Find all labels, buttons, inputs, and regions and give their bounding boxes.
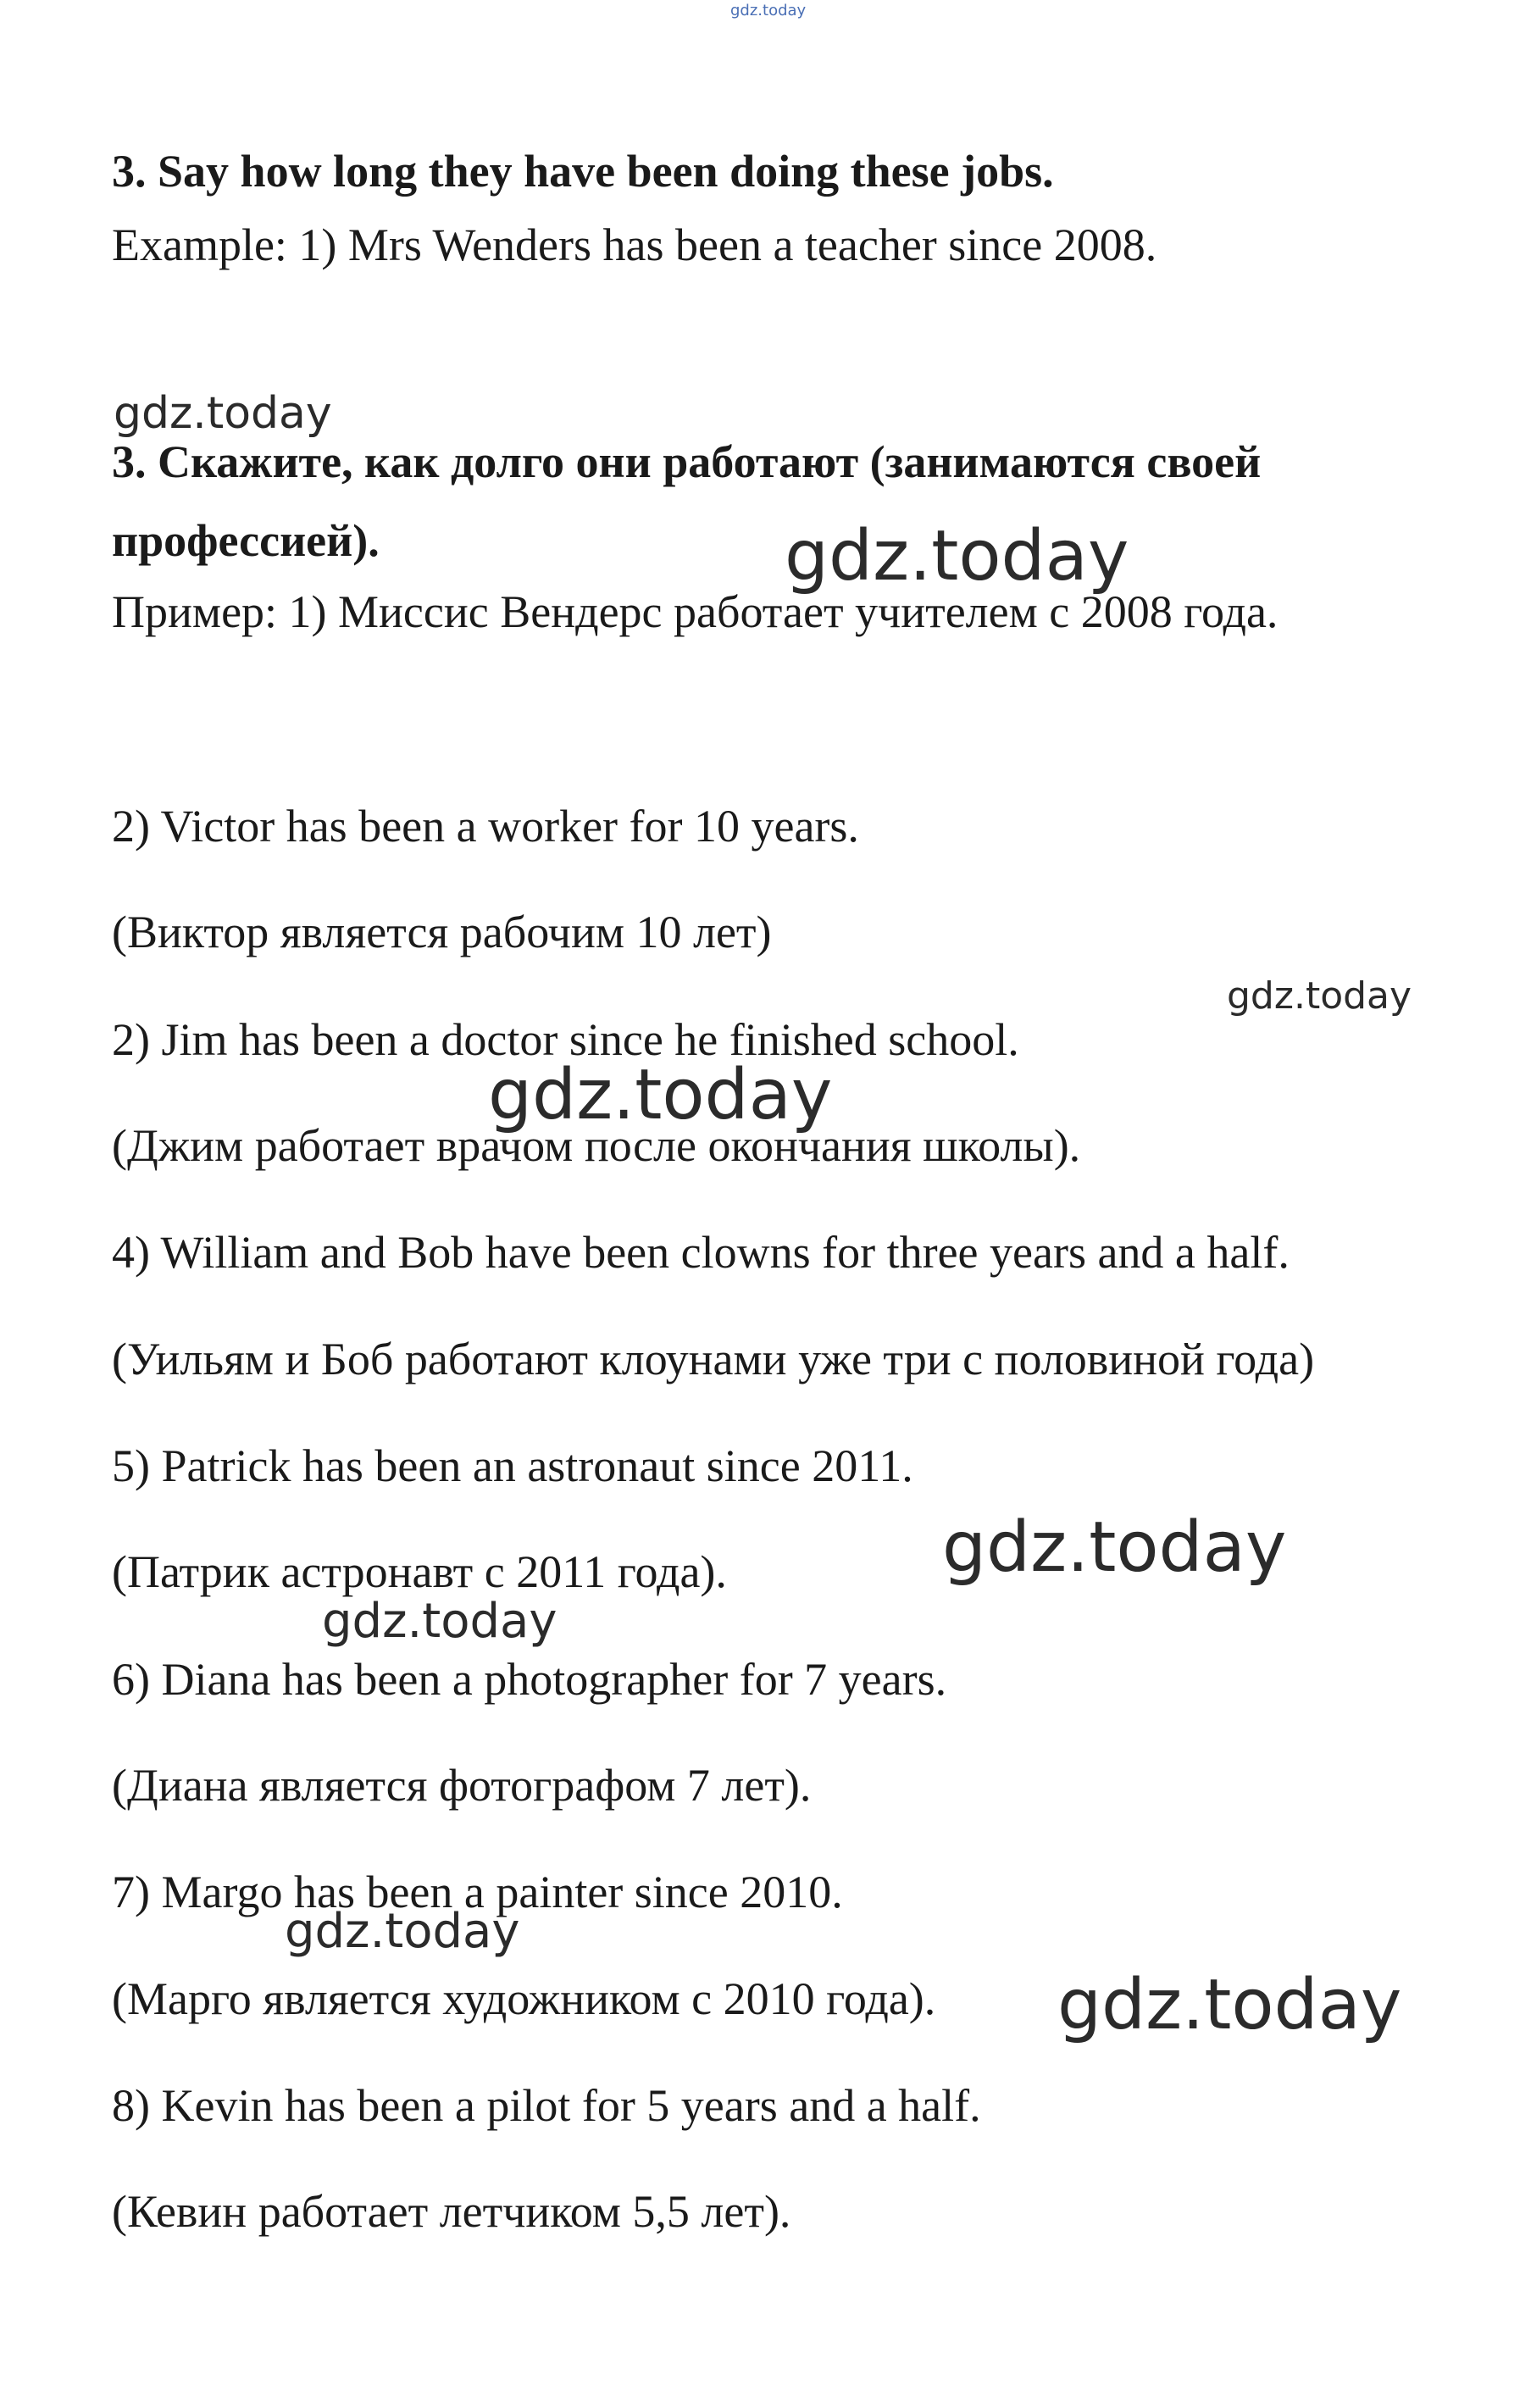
watermark: gdz.today: [488, 1055, 833, 1135]
watermark: gdz.today: [1057, 1965, 1402, 2045]
answer-6-en: 6) Diana has been a photographer for 7 years.: [112, 1654, 947, 1705]
watermark: gdz.today: [942, 1507, 1287, 1588]
answer-3-ru: (Джим работает врачом после окончания школы).: [112, 1120, 1081, 1171]
task-title-ru-line1: 3. Скажите, как долго они работают (занимаются своей: [112, 436, 1262, 487]
task-title-en: 3. Say how long they have been doing these jobs.: [112, 146, 1054, 197]
header-watermark: gdz.today: [730, 2, 807, 19]
answer-3-en: 2) Jim has been a doctor since he finished school.: [112, 1014, 1019, 1065]
task-example-ru: Пример: 1) Миссис Вендерс работает учителем с 2008 года.: [112, 586, 1279, 637]
task-example-en: Example: 1) Mrs Wenders has been a teacher since 2008.: [112, 219, 1157, 270]
answer-5-ru: (Патрик астронавт с 2011 года).: [112, 1546, 727, 1597]
answer-8-en: 8) Kevin has been a pilot for 5 years and a half.: [112, 2080, 981, 2131]
watermark: gdz.today: [114, 388, 332, 439]
answer-4-en: 4) William and Bob have been clowns for three years and a half.: [112, 1227, 1290, 1278]
answer-6-ru: (Диана является фотографом 7 лет).: [112, 1760, 812, 1811]
answer-5-en: 5) Patrick has been an astronaut since 2011.: [112, 1440, 913, 1491]
task-title-ru-line2: профессией).: [112, 515, 380, 566]
answer-2-ru: (Виктор является рабочим 10 лет): [112, 907, 772, 957]
watermark: gdz.today: [785, 516, 1129, 596]
watermark: gdz.today: [322, 1594, 557, 1649]
watermark: gdz.today: [1227, 974, 1412, 1018]
answer-8-ru: (Кевин работает летчиком 5,5 лет).: [112, 2186, 791, 2237]
answer-2-en: 2) Victor has been a worker for 10 years.: [112, 801, 859, 852]
answer-7-en: 7) Margo has been a painter since 2010.: [112, 1867, 843, 1917]
watermark: gdz.today: [285, 1904, 520, 1959]
answer-7-ru: (Марго является художником с 2010 года).: [112, 1973, 936, 2024]
answer-4-ru: (Уильям и Боб работают клоунами уже три с половиной года): [112, 1334, 1315, 1384]
